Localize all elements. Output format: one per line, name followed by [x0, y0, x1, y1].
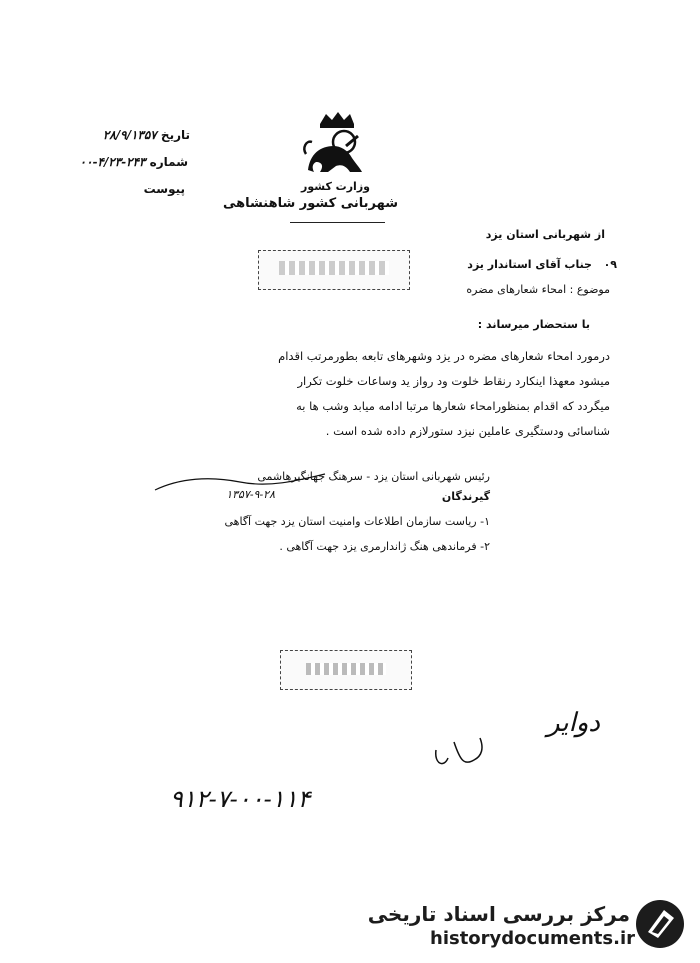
handwritten-initials: [430, 730, 490, 776]
to-line: جناب آقای استاندار یزد: [467, 258, 592, 271]
body-line: شناسائی ودستگیری عاملین نیزد ستورلازم داده شده است .: [325, 424, 610, 438]
number-value: ۲۴۳-۴/۲۳-۰۰: [79, 155, 146, 169]
stamp-smudge: [306, 663, 386, 675]
signature-line: رئیس شهربانی استان یزد - سرهنگ جهانگیرهاشمی: [257, 470, 490, 483]
signature-date: ۱۳۵۷-۹-۲۸: [226, 488, 275, 501]
handwritten-reference: ۹۱۲-۷-۰۰-۱۱۴: [170, 785, 311, 813]
to-number: ۰۹: [603, 258, 617, 271]
attachment-label: پیوست: [143, 182, 185, 196]
recipient-item: ۲- فرماندهی هنگ ژاندارمری یزد جهت آگاهی .: [279, 540, 490, 553]
number-label: شماره: [149, 155, 188, 169]
date-line: [80, 128, 190, 142]
from-line: از شهربانی استان یزد: [485, 228, 605, 241]
date-value: ۲۸/۹/۱۳۵۷: [102, 128, 157, 142]
registration-stamp: [258, 250, 410, 290]
office-title: شهربانی کشور شاهنشاهی: [223, 196, 398, 211]
number-line: [78, 155, 188, 169]
archive-name: مرکز بررسی اسناد تاریخی: [367, 902, 630, 926]
lion-and-sun-emblem-icon: [300, 110, 370, 180]
ministry-title: وزارت کشور: [301, 180, 370, 193]
recipients-label: گیرندگان: [441, 490, 490, 503]
body-line: درمورد امحاء شعارهای مضره در یزد وشهرهای تابعه بطورمرتب اقدام: [278, 349, 610, 363]
handwritten-note: دوایر: [547, 708, 600, 738]
body-line: میشود معهذا اینکارد رنقاط خلوت ود رواز ید وساعات خلوت تکرار: [297, 374, 610, 388]
recipient-item: ۱- ریاست سازمان اطلاعات وامنیت استان یزد جهت آگاهی: [224, 515, 490, 528]
subject-line: موضوع : امحاء شعارهای مضره: [466, 283, 610, 296]
archive-logo-icon: [634, 898, 686, 950]
date-label: تاریخ: [160, 128, 190, 142]
archive-url: historydocuments.ir: [430, 928, 635, 949]
attachment-line: [110, 182, 185, 196]
archive-stamp: [280, 650, 412, 690]
body-line: میگردد که اقدام بمنظورامحاء شعارها مرتبا ادامه میابد وشب ها به: [296, 399, 610, 413]
stamp-smudge: [279, 261, 389, 275]
header-divider: [290, 222, 385, 223]
greeting: با ستحضار میرساند :: [477, 318, 590, 331]
